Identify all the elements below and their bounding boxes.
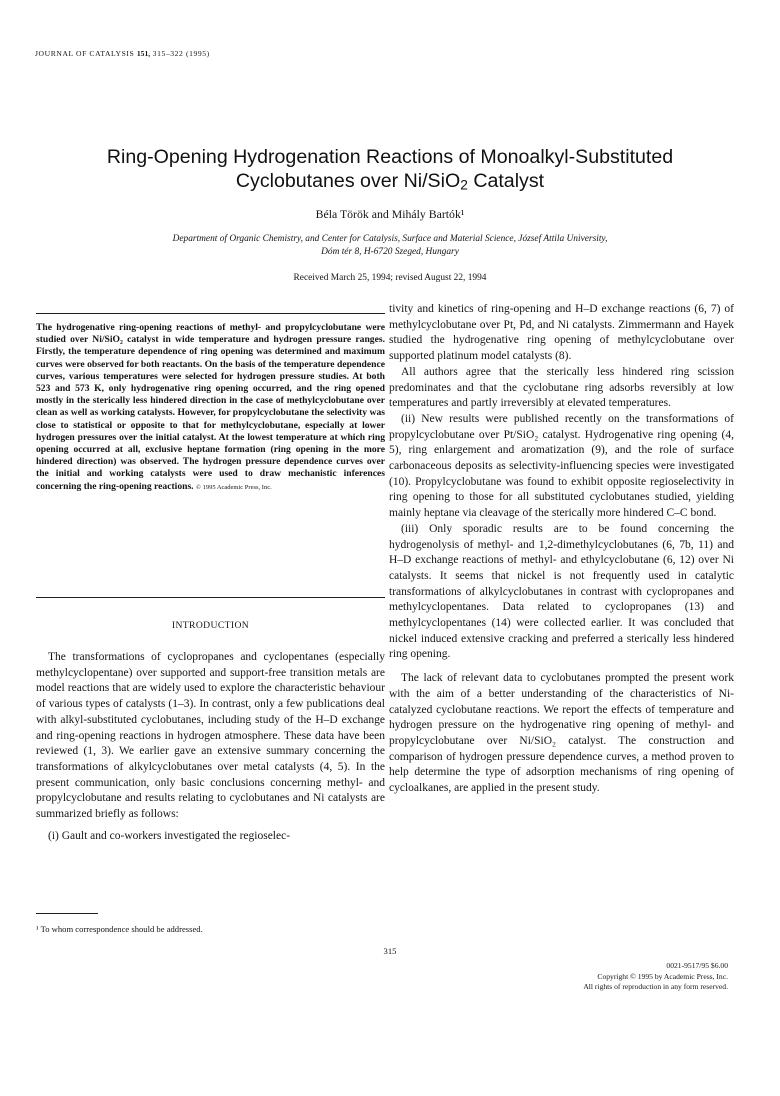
copyright-block: [583, 961, 728, 993]
footnote-rule: [36, 913, 98, 914]
journal-name: JOURNAL OF CATALYSIS: [35, 49, 135, 58]
journal-volume: 151,: [136, 49, 151, 58]
section-heading-introduction: INTRODUCTION: [171, 620, 250, 631]
abstract-text: The hydrogenative ring-opening reactions of methyl- and propylcyclobutane were studied over Ni/SiO₂ catalyst in wide temperature and hydrogen pressure ranges. Firstly, the temperature dependence of ring opening was determined and maximum curves were observed for both reactants. On the basis of the temperature dependence curves, various temperatures were selected for hydrogen pressure studies. At both 523 and 573 K, only hydrogenative ring opening occurred, and the ring opened mostly in the sterically less hindered direction in the case of methylcyclobutane over clean as well as working catalysts. However, for propylcyclobutane the selectivity was close to statistical or opposite to that for methylcyclobutane, especially at lower hydrogen pressures over the initial catalyst. At the lowest temperature at which ring opening occurred at all, exclusive heptane formation (ring opening in the more hindered direction) was observed. The hydrogen pressure dependence curves over the initial and working catalysts were used to draw mechanistic inferences concerning the ring-opening reactions.: [36, 322, 385, 492]
received-dates: Received March 25, 1994; revised August 22, 1994: [293, 273, 487, 283]
left-column: [36, 650, 385, 844]
title-line-2-pre: Cyclobutanes over Ni/SiO: [235, 170, 461, 192]
issn-price: 0021-9517/95 $6.00: [666, 961, 728, 970]
paragraph: The lack of relevant data to cyclobutanes prompted the present work with the aim of a better understanding of the characteristics of Ni-catalyzed cyclobutane reactions. We report the effects of temperature and hydrogen pressure on the hydrogenative ring opening of methyl- and propylcyclobutane over Ni/SiO₂ catalyst. The construction and comparison of hydrogen pressure dependence curves, a method proven to help determine the type of adsorption mechanisms of ring opening of cycloalkanes, are applied in the present study.: [389, 672, 734, 795]
title-line-2-post: Catalyst: [467, 170, 545, 192]
page-number: 315: [383, 946, 397, 956]
footnote: ¹ To whom correspondence should be addressed.: [36, 924, 203, 934]
affiliation: [0, 233, 780, 258]
abstract-top-rule: [36, 313, 385, 314]
paragraph: (iii) Only sporadic results are to be found concerning the hydrogenolysis of methyl- and 1,2-dimethylcyclobutanes (6, 7b, 11) and H–D exchange reactions of methyl- and ethylcyclobutane (6, 12) over Ni catalysts. It seems that nickel is not frequently used in catalytic transformations of alkylcyclobutanes in contrast with cyclopropanes and methylcyclopentanes. Data related to cyclopropanes (13) and methylcyclopentanes (14) were collected earlier. It was concluded that nickel induced extensive cracking and preferred a sterically less hindered ring opening.: [389, 522, 734, 661]
article-title: [20, 145, 760, 193]
journal-pages: 315–322 (1995): [152, 49, 210, 58]
affiliation-line-1: Department of Organic Chemistry, and Center for Catalysis, Surface and Material Science, József Attila University,: [172, 234, 608, 244]
title-line-2: [20, 169, 760, 193]
title-line-2-sub: 2: [460, 177, 468, 193]
abstract: [36, 322, 385, 494]
rights-line: All rights of reproduction in any form reserved.: [583, 982, 728, 991]
paragraph: All authors agree that the sterically less hindered ring scission predominates and that the cyclobutane ring adsorbs reversibly at low temperatures and partly irreversibly at elevated temperatures.: [389, 365, 734, 410]
abstract-copyright: © 1995 Academic Press, Inc.: [196, 483, 272, 491]
authors: Béla Török and Mihály Bartók¹: [315, 207, 465, 221]
paragraph: tivity and kinetics of ring-opening and H–D exchange reactions (6, 7) of methylcyclobutane over Pt, Pd, and Ni catalysts. Zimmermann and Hayek studied the hydrogenative ring opening of methylcyclobutane over supported platinum model catalysts (8).: [389, 303, 734, 363]
journal-header: [35, 49, 210, 58]
copyright-line: Copyright © 1995 by Academic Press, Inc.: [597, 971, 728, 981]
paragraph: (i) Gault and co-workers investigated the regioselec-: [48, 829, 291, 842]
title-line-1: Ring-Opening Hydrogenation Reactions of Monoalkyl-Substituted: [106, 146, 674, 168]
right-column: [389, 302, 734, 797]
abstract-bottom-rule: [36, 597, 385, 598]
paragraph: (ii) New results were published recently on the transformations of propylcyclobutane over Pt/SiO₂ catalyst. Hydrogenative ring opening (4, 5), ring enlargement and aromatization (9), and the role of surface carbonaceous deposits as selectivity-influencing species were investigated (10). Propylcyclobutane was found to exhibit opposite regioselectivity in ring opening to those for all substituted cyclobutanes studied, yielding mainly heptane via cleavage of the sterically more hindered C–C bond.: [389, 412, 734, 520]
affiliation-line-2: Dóm tér 8, H-6720 Szeged, Hungary: [321, 246, 459, 257]
paragraph: The transformations of cyclopropanes and cyclopentanes (especially methylcyclopentane) over supported and support-free transition metals are model reactions that are widely used to explore the characteristic behaviour of various types of catalysts (1–3). In contrast, only a few publications deal with alkyl-substituted cyclobutanes, including study of the H–D exchange and ring-opening reactions in hydrogen atmosphere. These data have been reviewed (1, 3). We earlier gave an extensive summary concerning the transformations of alkylcyclobutanes over metal catalysts (4, 5). In the present communication, only basic conclusions concerning methyl- and propylcyclobutane and results relating to cyclobutanes and Ni catalysts are summarized briefly as follows:: [36, 651, 385, 821]
